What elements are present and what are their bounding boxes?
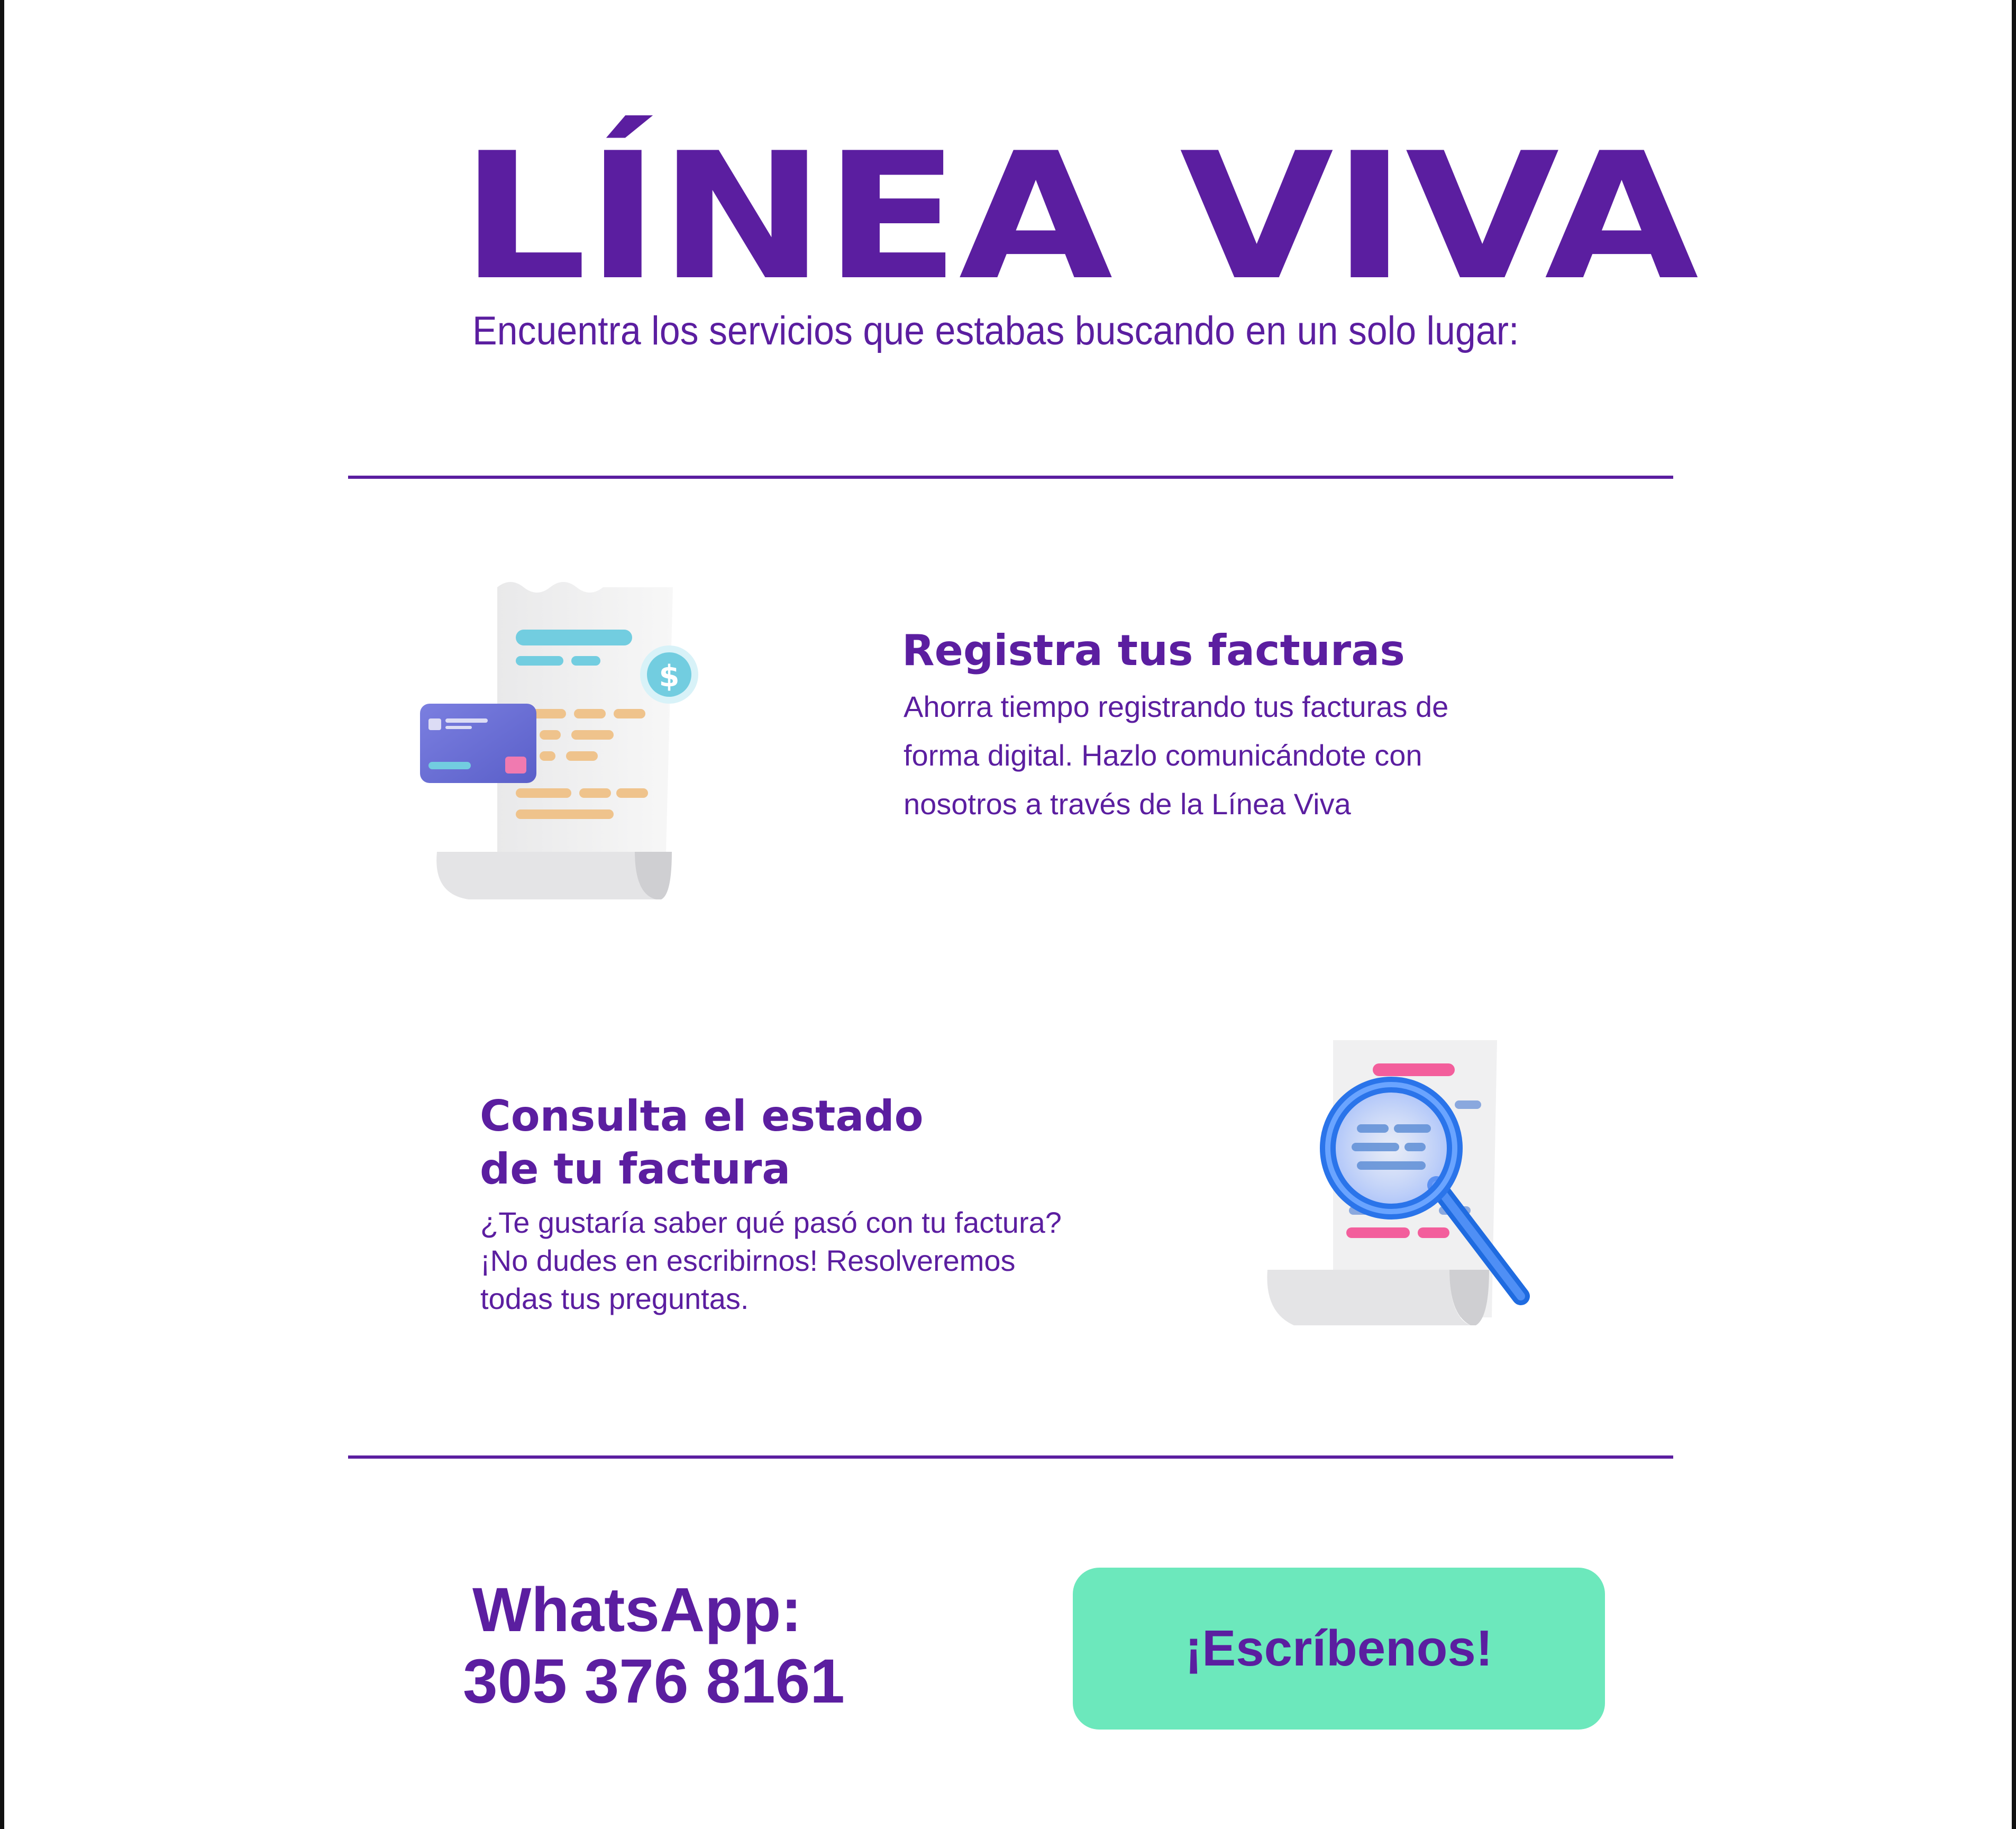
feature-status-line: todas tus preguntas. <box>480 1282 749 1315</box>
feature-status-line: ¿Te gustaría saber qué pasó con tu factura? <box>480 1206 1062 1239</box>
write-us-button[interactable]: ¡Escríbenos! <box>1073 1568 1605 1730</box>
feature-status-title-line: de tu factura <box>480 1144 791 1194</box>
feature-status-line: ¡No dudes en escribirnos! Resolveremos <box>480 1244 1016 1277</box>
right-border <box>2012 0 2016 1829</box>
left-border <box>0 0 4 1829</box>
page-title: LÍNEA VIVA <box>460 115 1698 319</box>
whatsapp-number: 305 376 8161 <box>463 1646 845 1716</box>
top-divider <box>348 476 1673 479</box>
feature-status-title-line: Consulta el estado <box>480 1091 924 1141</box>
feature-register-title: Registra tus facturas <box>902 626 1405 675</box>
feature-register-line: nosotros a través de la Línea Viva <box>904 787 1351 821</box>
feature-status-description <box>480 1204 1062 1318</box>
receipt-magnifier-icon <box>1259 1032 1555 1360</box>
receipt-credit-card-icon <box>413 577 709 915</box>
feature-status-title <box>480 1090 924 1196</box>
whatsapp-label: WhatsApp: <box>472 1575 802 1645</box>
feature-register-line: forma digital. Hazlo comunicándote con <box>904 739 1422 772</box>
bottom-divider <box>348 1455 1673 1459</box>
svg-text:$: $ <box>659 659 680 694</box>
feature-register-line: Ahorra tiempo registrando tus facturas de <box>904 690 1449 723</box>
page-subtitle: Encuentra los servicios que estabas buscando en un solo lugar: <box>472 308 1519 353</box>
feature-register-description <box>904 683 1448 829</box>
